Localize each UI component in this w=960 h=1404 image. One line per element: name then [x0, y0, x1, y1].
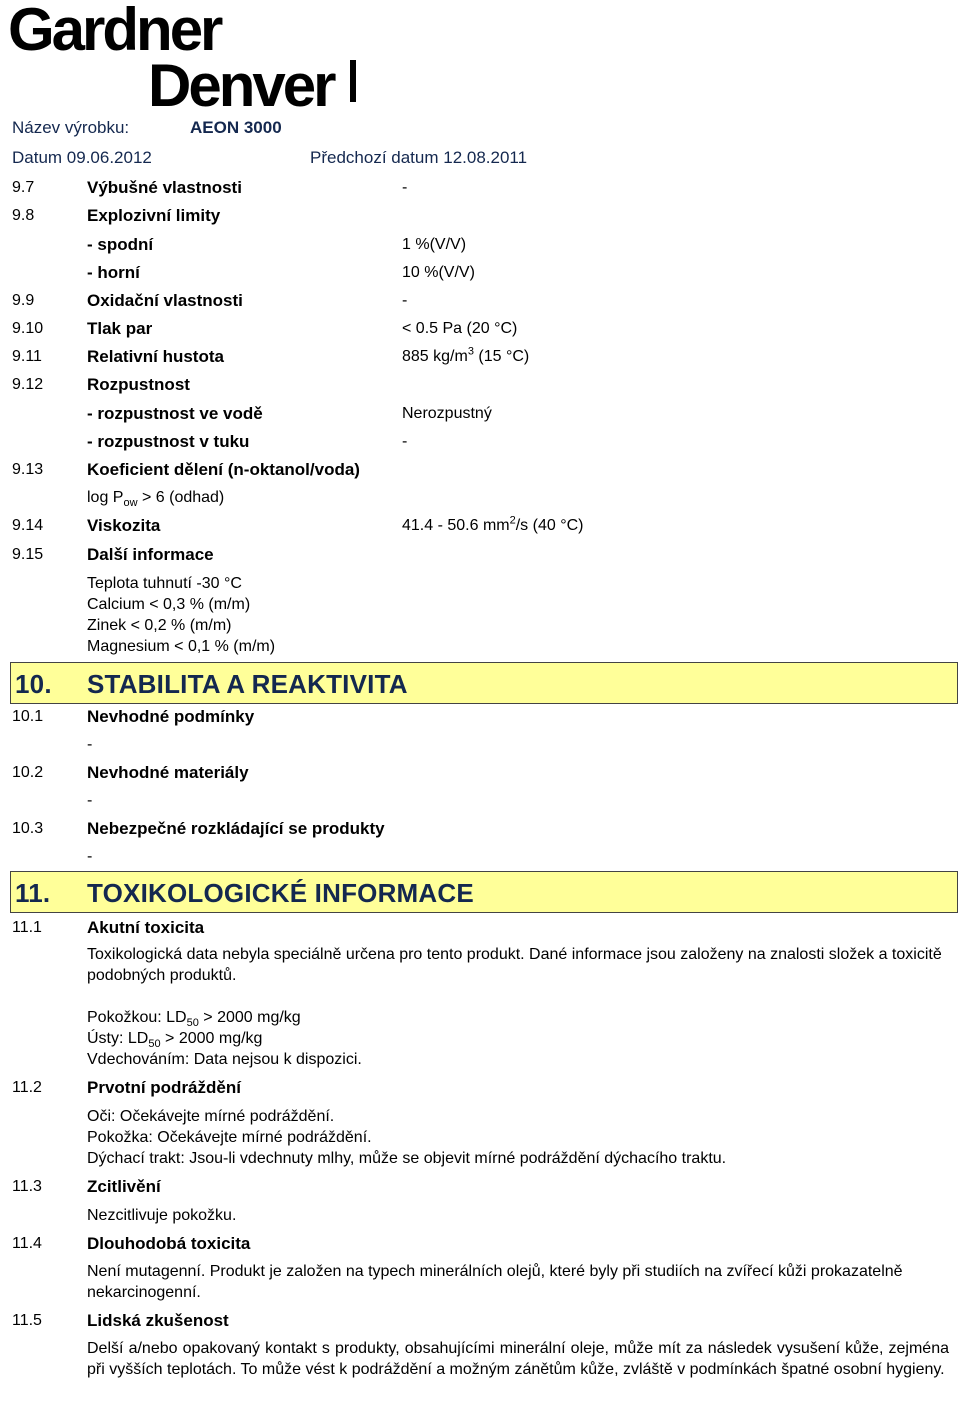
info-line: Teplota tuhnutí -30 °C — [87, 575, 242, 592]
item-number: 10.1 — [12, 708, 44, 725]
item-label: Další informace — [87, 545, 214, 564]
item-value: - — [402, 179, 408, 196]
item-value: 41.4 - 50.6 $mm^2/s$ (40 °C) — [402, 514, 584, 534]
item-value: 885 $kg/m^3$ (15 °C) — [402, 345, 530, 365]
item-number: 11.3 — [12, 1178, 42, 1195]
gardner-denver-logo — [8, 2, 380, 110]
item-label: $\log P_{ow} > 6$ (odhad) — [87, 489, 225, 510]
irritation-line: Oči: Očekávejte mírné podráždění. — [87, 1108, 335, 1125]
item-number: 9.15 — [12, 546, 44, 563]
item-number: 10.2 — [12, 764, 44, 781]
item-number: 11.5 — [12, 1312, 42, 1329]
human-experience-text: Delší a/nebo opakovaný kontakt s produkty, obsahujícími minerální oleje, může mít za následek vysušení kůže, zejména při vyšších teplotách. To může vést k podráždění a možným zánětům kůže, zvláště v podmínkách špatné osobní hygieny. — [87, 1340, 949, 1378]
section-title: TOXIKOLOGICKÉ INFORMACE — [87, 878, 474, 908]
oral-ld50: Ústy: $LD_{50} > 2000$ mg/kg — [87, 1030, 263, 1051]
info-line: Magnesium < 0,1 % (m/m) — [87, 638, 276, 655]
item-label: Explozivní limity — [87, 206, 221, 225]
item-value: < 0.5 Pa (20 °C) — [402, 320, 518, 337]
item-value: - — [87, 848, 93, 865]
irritation-line: Dýchací trakt: Jsou-li vdechnuty mlhy, může se objevit mírné podráždění dýchacího traktu. — [87, 1150, 727, 1167]
item-label: Viskozita — [87, 516, 161, 535]
product-label: Název výrobku: — [12, 118, 130, 137]
section-11-header — [10, 871, 958, 913]
section-10-header — [10, 662, 958, 704]
item-value: - — [402, 433, 408, 450]
item-label: Výbušné vlastnosti — [87, 178, 242, 197]
item-number: 9.12 — [12, 376, 44, 393]
info-line: Zinek < 0,2 % (m/m) — [87, 617, 232, 634]
item-label: - rozpustnost v tuku — [87, 432, 250, 451]
sensitization-text: Nezcitlivuje pokožku. — [87, 1207, 237, 1224]
item-value: - — [87, 792, 93, 809]
item-number: 9.11 — [12, 348, 42, 365]
item-number: 10.3 — [12, 820, 44, 837]
item-label: Rozpustnost — [87, 375, 190, 394]
item-number: 11.4 — [12, 1235, 42, 1252]
item-number: 11.1 — [12, 919, 42, 936]
item-value: - — [87, 736, 93, 753]
previous-date: Předchozí datum 12.08.2011 — [310, 148, 528, 167]
item-label: Zcitlivění — [87, 1177, 161, 1196]
item-value: Nerozpustný — [402, 405, 492, 422]
section-title: STABILITA A REAKTIVITA — [87, 669, 408, 699]
item-number: 9.9 — [12, 292, 35, 309]
info-line: Calcium < 0,3 % (m/m) — [87, 596, 251, 613]
item-number: 9.13 — [12, 461, 44, 478]
document-date: Datum 09.06.2012 — [12, 148, 152, 167]
item-number: 11.2 — [12, 1079, 42, 1096]
item-value: 10 %(V/V) — [402, 264, 475, 281]
item-number: 9.8 — [12, 207, 35, 224]
item-label: - rozpustnost ve vodě — [87, 404, 263, 423]
item-label: Lidská zkušenost — [87, 1311, 229, 1330]
item-label: Nevhodné materiály — [87, 763, 249, 782]
acute-toxicity-text: Toxikologická data nebyla speciálně určena pro tento produkt. Dané informace jsou založeny na znalosti složek a toxicitě podobných produktů. — [87, 946, 942, 984]
item-number: 9.14 — [12, 517, 44, 534]
item-number: 9.7 — [12, 179, 35, 196]
item-value: 1 %(V/V) — [402, 236, 467, 253]
item-label: Dlouhodobá toxicita — [87, 1234, 251, 1253]
section-number: 10. — [15, 669, 52, 699]
item-label: Akutní toxicita — [87, 918, 205, 937]
item-label: Prvotní podráždění — [87, 1078, 241, 1097]
item-label: Tlak par — [87, 319, 153, 338]
item-label: Oxidační vlastnosti — [87, 291, 243, 310]
section-number: 11. — [15, 878, 51, 908]
irritation-line: Pokožka: Očekávejte mírné podráždění. — [87, 1129, 372, 1146]
item-number: 9.10 — [12, 320, 44, 337]
item-value: - — [402, 292, 408, 309]
product-name: AEON 3000 — [190, 118, 282, 137]
chronic-toxicity-text: Není mutagenní. Produkt je založen na typech minerálních olejů, které byly při studiích na zvířecí kůži prokazatelně nekarcinogenní. — [87, 1263, 903, 1301]
svg-text:Denver: Denver — [148, 52, 334, 110]
dermal-ld50: Pokožkou: $LD_{50} > 2000$ mg/kg — [87, 1009, 301, 1030]
inhalation: Vdechováním: Data nejsou k dispozici. — [87, 1051, 362, 1068]
item-label: Nebezpečné rozkládající se produkty — [87, 819, 385, 838]
item-label: - horní — [87, 263, 140, 282]
item-label: - spodní — [87, 235, 154, 254]
item-label: Relativní hustota — [87, 347, 224, 366]
item-label: Nevhodné podmínky — [87, 707, 255, 726]
item-label: Koeficient dělení (n-oktanol/voda) — [87, 460, 360, 479]
svg-text:Gardner: Gardner — [8, 2, 221, 63]
